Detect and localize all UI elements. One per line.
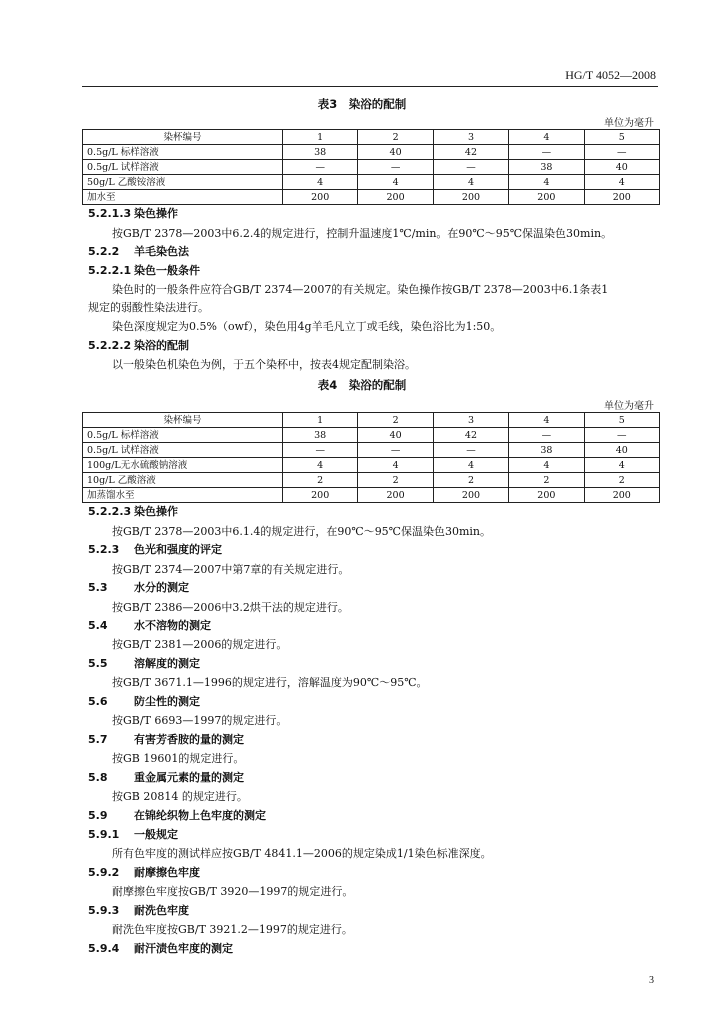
- table-cell: 4: [584, 175, 659, 190]
- table-cell: 40: [584, 443, 659, 458]
- section-number: 5.8: [88, 771, 108, 784]
- section-number: 5.4: [88, 619, 108, 632]
- paragraph: 按GB 20814 的规定进行。: [112, 790, 248, 803]
- table-cell: 4: [509, 175, 584, 190]
- table-header-cell: 5: [584, 130, 659, 145]
- paragraph: 按GB/T 2386—2006中3.2烘干法的规定进行。: [112, 601, 349, 614]
- table-row: [83, 458, 660, 473]
- paragraph: 按GB/T 2378—2003中6.1.4的规定进行，在90℃～95℃保温染色30min。: [112, 525, 492, 538]
- table3-unit: 单位为毫升: [604, 118, 654, 129]
- table-cell: 0.5g/L 标样溶液: [83, 428, 283, 443]
- table4-title: 表4 染浴的配制: [317, 378, 407, 392]
- paragraph-continued: 规定的弱酸性染法进行。: [88, 301, 209, 314]
- table-cell: 200: [584, 190, 659, 205]
- table-cell: 4: [283, 458, 358, 473]
- section-title: 一般规定: [134, 828, 178, 841]
- paragraph: 按GB/T 6693—1997的规定进行。: [112, 714, 288, 727]
- table-row: [83, 428, 660, 443]
- paragraph: 按GB 19601的规定进行。: [112, 752, 245, 765]
- section-number: 5.9.3: [88, 904, 120, 917]
- table-header-cell: 3: [433, 130, 508, 145]
- section-number: 5.9.1: [88, 828, 120, 841]
- table-header-cell: 染杯编号: [83, 413, 283, 428]
- table-cell: 4: [509, 458, 584, 473]
- section-number: 5.2.3: [88, 543, 120, 556]
- table-cell: 200: [509, 488, 584, 503]
- table-cell: 200: [433, 190, 508, 205]
- table-cell: 50g/L 乙酸铵溶液: [83, 175, 283, 190]
- section-title: 溶解度的测定: [134, 657, 200, 670]
- table3: [82, 129, 660, 205]
- table-row: [83, 473, 660, 488]
- table-header-cell: 5: [584, 413, 659, 428]
- table-cell: 4: [433, 175, 508, 190]
- table3-title: 表3 染浴的配制: [317, 97, 407, 111]
- table-cell: 2: [283, 473, 358, 488]
- table-cell: 200: [283, 488, 358, 503]
- table-cell: 200: [433, 488, 508, 503]
- table-row: [83, 488, 660, 503]
- section-title: 染色操作: [134, 207, 178, 220]
- table-cell: 4: [358, 458, 433, 473]
- table-header-cell: 染杯编号: [83, 130, 283, 145]
- section-number: 5.3: [88, 581, 108, 594]
- table-cell: 42: [433, 428, 508, 443]
- paragraph: 染色时的一般条件应符合GB/T 2374—2007的有关规定。染色操作按GB/T 2378—2003中6.1条表1: [112, 283, 609, 296]
- table-cell: —: [283, 160, 358, 175]
- table-cell: 42: [433, 145, 508, 160]
- section-heading: [88, 657, 658, 671]
- table-cell: 38: [283, 428, 358, 443]
- table-header-cell: 2: [358, 130, 433, 145]
- section-number: 5.9.2: [88, 866, 120, 879]
- section-number: 5.2.2: [88, 245, 120, 258]
- table-cell: 200: [584, 488, 659, 503]
- paragraph: 所有色牢度的测试样应按GB/T 4841.1—2006的规定染成1/1染色标准深度。: [112, 847, 492, 860]
- section-number: 5.2.2.3: [88, 505, 132, 518]
- table-row: [83, 190, 660, 205]
- section-number: 5.6: [88, 695, 108, 708]
- table-cell: 38: [283, 145, 358, 160]
- section-title: 在锦纶织物上色牢度的测定: [134, 809, 266, 822]
- table-cell: 40: [358, 145, 433, 160]
- table-cell: 10g/L 乙酸溶液: [83, 473, 283, 488]
- section-heading: [88, 809, 658, 823]
- table-cell: —: [433, 443, 508, 458]
- section-heading: [88, 581, 658, 595]
- section-title: 色光和强度的评定: [134, 543, 222, 556]
- section-title: 羊毛染色法: [134, 245, 189, 258]
- table-cell: 38: [509, 160, 584, 175]
- table-cell: 加水至: [83, 190, 283, 205]
- table-cell: 200: [358, 488, 433, 503]
- section-heading: [88, 733, 658, 747]
- section-heading: [88, 245, 658, 259]
- paragraph: 耐摩擦色牢度按GB/T 3920—1997的规定进行。: [112, 885, 354, 898]
- table-header-cell: 4: [509, 130, 584, 145]
- paragraph: 按GB/T 2381—2006的规定进行。: [112, 638, 288, 651]
- table-cell: 加蒸馏水至: [83, 488, 283, 503]
- table-cell: 4: [584, 458, 659, 473]
- table-cell: 4: [283, 175, 358, 190]
- page-number: 3: [649, 975, 654, 986]
- table-cell: —: [584, 428, 659, 443]
- section-title: 染色一般条件: [134, 264, 200, 277]
- table-cell: —: [509, 145, 584, 160]
- table-cell: —: [433, 160, 508, 175]
- section-heading: [88, 543, 658, 557]
- section-heading: [88, 619, 658, 633]
- paragraph: 耐洗色牢度按GB/T 3921.2—1997的规定进行。: [112, 923, 353, 936]
- table-cell: 2: [584, 473, 659, 488]
- section-heading: [88, 505, 658, 519]
- table-header-cell: 2: [358, 413, 433, 428]
- section-heading: [88, 264, 658, 278]
- table-cell: 40: [584, 160, 659, 175]
- table-cell: 4: [433, 458, 508, 473]
- section-heading: [88, 695, 658, 709]
- section-title: 耐洗色牢度: [134, 904, 189, 917]
- table-header-cell: 1: [283, 413, 358, 428]
- table4: [82, 412, 660, 503]
- standard-number: HG/T 4052—2008: [565, 68, 656, 82]
- section-title: 水不溶物的测定: [134, 619, 211, 632]
- section-title: 防尘性的测定: [134, 695, 200, 708]
- section-title: 染浴的配制: [134, 339, 189, 352]
- table-cell: —: [283, 443, 358, 458]
- section-heading: [88, 771, 658, 785]
- section-heading: [88, 828, 658, 842]
- section-title: 耐摩擦色牢度: [134, 866, 200, 879]
- section-heading: [88, 904, 658, 918]
- paragraph: 按GB/T 2378—2003中6.2.4的规定进行，控制升温速度1℃/min。在90℃～95℃保温染色30min。: [112, 227, 613, 240]
- table-row: [83, 160, 660, 175]
- table3-header-row: [83, 130, 660, 145]
- section-number: 5.5: [88, 657, 108, 670]
- section-heading: [88, 942, 658, 956]
- table-cell: 100g/L无水硫酸钠溶液: [83, 458, 283, 473]
- section-heading: [88, 339, 658, 353]
- table-row: [83, 443, 660, 458]
- table4-header-row: [83, 413, 660, 428]
- table-cell: 200: [358, 190, 433, 205]
- paragraph: 按GB/T 3671.1—1996的规定进行，溶解温度为90℃～95℃。: [112, 676, 428, 689]
- paragraph: 以一般染色机染色为例，于五个染杯中，按表4规定配制染浴。: [112, 358, 416, 371]
- table-header-cell: 3: [433, 413, 508, 428]
- table-cell: 0.5g/L 试样溶液: [83, 443, 283, 458]
- table-cell: 4: [358, 175, 433, 190]
- section-number: 5.9: [88, 809, 108, 822]
- table-cell: —: [358, 160, 433, 175]
- paragraph: 染色深度规定为0.5%（owf），染色用4g羊毛凡立丁或毛线，染色浴比为1:50。: [112, 320, 502, 333]
- table-cell: 200: [283, 190, 358, 205]
- section-heading: [88, 207, 658, 221]
- table-header-cell: 4: [509, 413, 584, 428]
- table-cell: 38: [509, 443, 584, 458]
- table-cell: 2: [433, 473, 508, 488]
- section-title: 水分的测定: [134, 581, 189, 594]
- section-number: 5.2.2.2: [88, 339, 132, 352]
- section-heading: [88, 866, 658, 880]
- section-number: 5.2.1.3: [88, 207, 132, 220]
- header-rule: [82, 86, 658, 87]
- table-header-cell: 1: [283, 130, 358, 145]
- section-title: 染色操作: [134, 505, 178, 518]
- section-number: 5.7: [88, 733, 108, 746]
- table-cell: —: [358, 443, 433, 458]
- table-cell: 0.5g/L 标样溶液: [83, 145, 283, 160]
- table-cell: 40: [358, 428, 433, 443]
- section-title: 耐汗渍色牢度的测定: [134, 942, 233, 955]
- table-row: [83, 145, 660, 160]
- section-number: 5.2.2.1: [88, 264, 132, 277]
- table-cell: —: [584, 145, 659, 160]
- section-title: 重金属元素的量的测定: [134, 771, 244, 784]
- table-cell: 2: [358, 473, 433, 488]
- table4-unit: 单位为毫升: [604, 401, 654, 412]
- section-title: 有害芳香胺的量的测定: [134, 733, 244, 746]
- paragraph: 按GB/T 2374—2007中第7章的有关规定进行。: [112, 563, 350, 576]
- section-number: 5.9.4: [88, 942, 120, 955]
- table-cell: —: [509, 428, 584, 443]
- table-cell: 2: [509, 473, 584, 488]
- table-cell: 0.5g/L 试样溶液: [83, 160, 283, 175]
- table-cell: 200: [509, 190, 584, 205]
- table-row: [83, 175, 660, 190]
